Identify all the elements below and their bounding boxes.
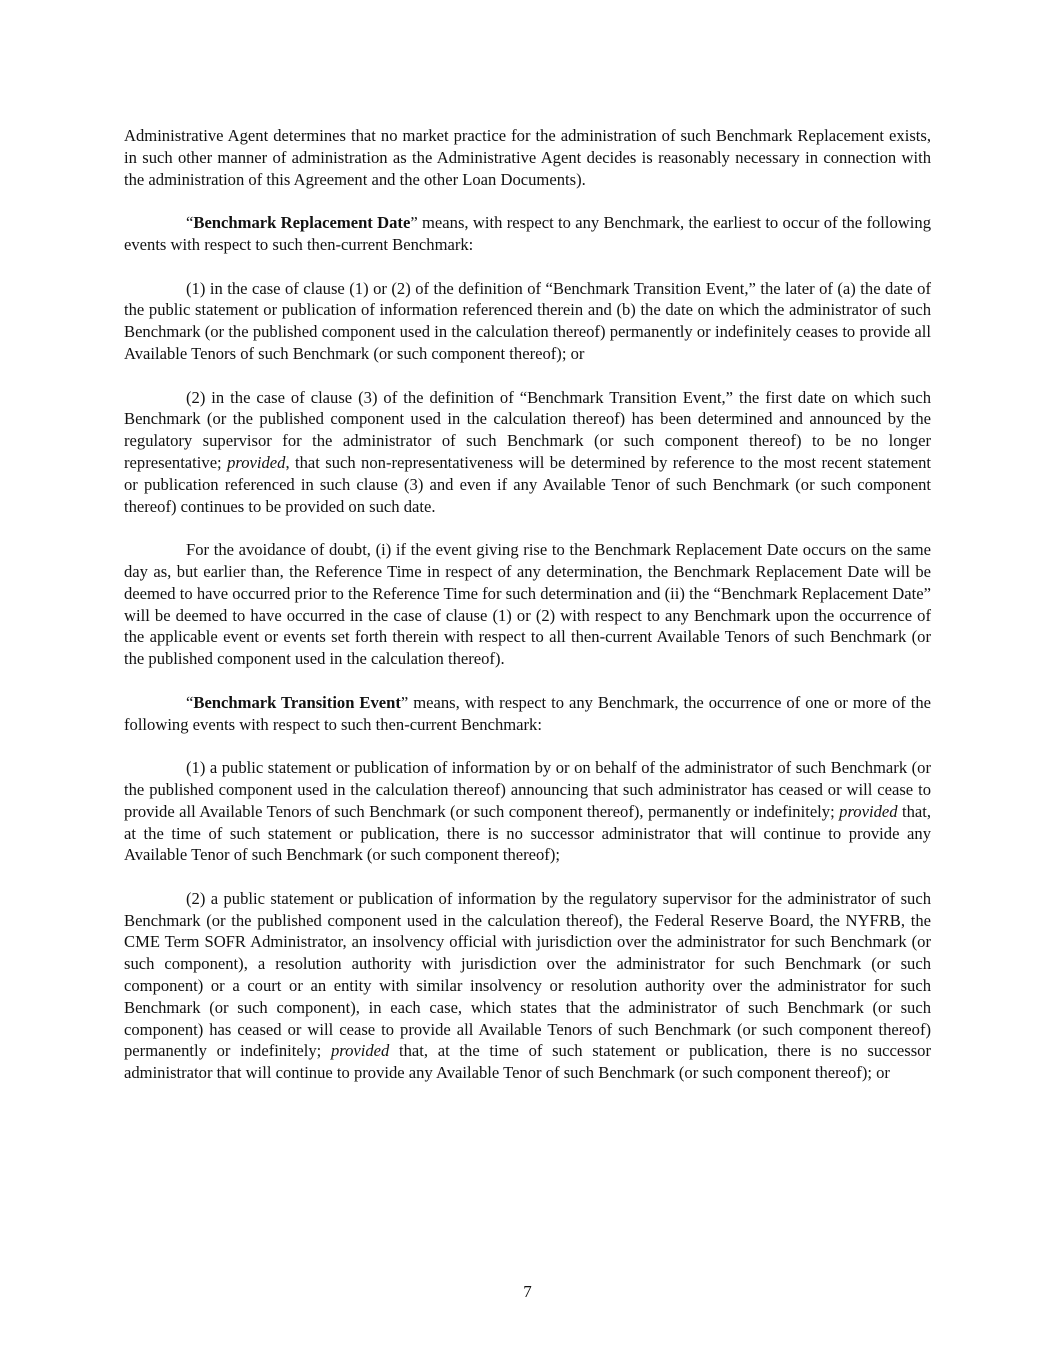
clause-text: that, at the time of such statement or publication, there is no successor administrator that will continue to provide any Available Tenor of such Benchmark (or such component thereof); xyxy=(124,801,932,865)
defined-term: Benchmark Replacement Date xyxy=(193,213,411,233)
open-quote: “ xyxy=(186,692,194,712)
proviso-term: provided xyxy=(839,801,898,821)
clause-2-transition-event xyxy=(124,888,931,1084)
clause-text: (1) a public statement or publication of information by or on behalf of the administrator of such Benchmark (or the published component used in the calculation thereof) announcing that such administrator has ceased or will cease to provide all Available Tenors of such Benchmark (or such component thereof), permanently or indefinitely; xyxy=(124,758,931,821)
clause-1-transition-event xyxy=(124,757,931,866)
clause-1-replacement-date: (1) in the case of clause (1) or (2) of the definition of “Benchmark Transition Event,” the later of (a) the date of the public statement or publication of information referenced therein and (b) the date on which the administrator of such Benchmark (or the published component used in the calculation thereof) permanently or indefinitely ceases to provide all Available Tenors of such Benchmark (or such component thereof); or xyxy=(124,278,931,363)
definition-text: ” means, with respect to any Benchmark, the earliest to occur of the following events with respect to such then-current Benchmark: xyxy=(124,213,931,254)
avoidance-of-doubt-paragraph: For the avoidance of doubt, (i) if the event giving rise to the Benchmark Replacement Date occurs on the same day as, but earlier than, the Reference Time in respect of any determination, the Benchmark Replacement Date will be deemed to have occurred prior to the Reference Time for such determination and (ii) the “Benchmark Replacement Date” will be deemed to have occurred in the case of clause (1) or (2) with respect to any Benchmark upon the occurrence of the applicable event or events set forth therein with respect to all then-current Available Tenors of such Benchmark (or the published component used in the calculation thereof). xyxy=(124,540,931,669)
clause-text: (2) a public statement or publication of information by the regulatory supervisor for the administrator of such Benchmark (or the published component used in the calculation thereof), the Federal Reserve Board, the NYFRB, the CME Term SOFR Administrator, an insolvency official with jurisdiction over the administrator for such Benchmark (or such component), a resolution authority with jurisdiction over the administrator for such Benchmark (or such component) or a court or an entity with similar insolvency or resolution authority over the administrator for such Benchmark (or such component), in each case, which states that the administrator of such Benchmark (or such component) has ceased or will cease to provide all Available Tenors of such Benchmark (or such component thereof) permanently or indefinitely; xyxy=(124,888,931,1061)
open-quote: “ xyxy=(186,213,194,233)
clause-text: , that such non-representativeness will be determined by reference to the most recent statement or publication referenced in such clause (3) and even if any Available Tenor of such Benchmark (or such component thereof) continues to be provided on such date. xyxy=(124,452,931,516)
clause-text: that, at the time of such statement or publication, there is no successor administrator that will continue to provide any Available Tenor of such Benchmark (or such component thereof); or xyxy=(124,1041,931,1083)
definition-text: ” means, with respect to any Benchmark, the occurrence of one or more of the following events with respect to such then-current Benchmark: xyxy=(124,692,932,734)
proviso-term: provided xyxy=(227,452,286,472)
definition-benchmark-replacement-date xyxy=(124,212,931,256)
clause-text: (2) in the case of clause (3) of the definition of “Benchmark Transition Event,” the first date on which such Benchmark (or the published component used in the calculation thereof) has been determined and announced by the regulatory supervisor for the administrator of such Benchmark (or such component thereof) to be no longer representative; xyxy=(124,387,931,472)
document-body xyxy=(124,125,931,1106)
clause-2-replacement-date xyxy=(124,387,931,518)
definition-benchmark-transition-event xyxy=(124,692,931,736)
proviso-term: provided xyxy=(330,1041,390,1061)
defined-term: Benchmark Transition Event xyxy=(193,692,401,712)
page-number: 7 xyxy=(523,1282,532,1301)
paragraph-continuation: Administrative Agent determines that no market practice for the administration of such Benchmark Replacement exists, in such other manner of administration as the Administrative Agent decides is reasonably necessary in connection with the administration of this Agreement and the other Loan Documents). xyxy=(124,126,931,189)
